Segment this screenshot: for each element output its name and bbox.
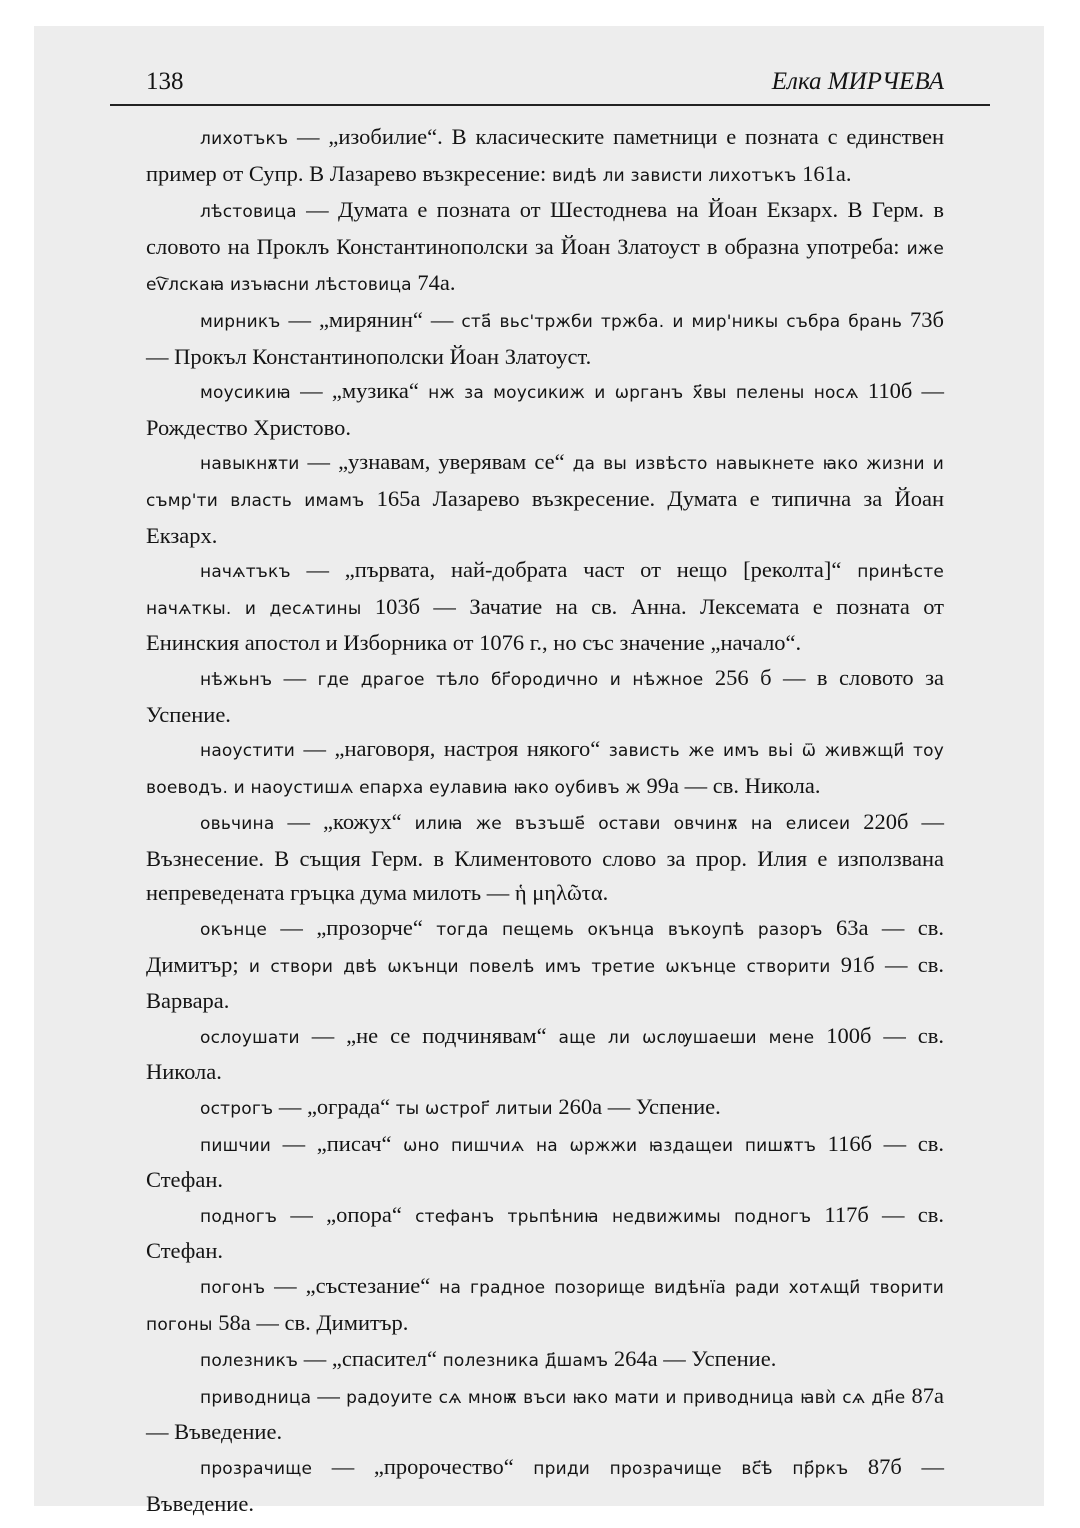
entry-quote: зависть же имъ вьі ѿ живжщи҃ тоу воеводъ. и наоустишѧ епарха еулавиꙗ ꙗко оубивъ ж bbox=[146, 741, 944, 798]
dictionary-entry bbox=[146, 1127, 944, 1198]
entry-quote: ѡно пишчиѧ на ѡржжи ꙗздащеи пишѫтъ bbox=[403, 1135, 817, 1156]
entry-headword: мирникъ bbox=[200, 311, 281, 332]
dictionary-entry bbox=[146, 120, 944, 193]
entry-gloss: — „първата, най-добрата част от нещо [реколта]“ bbox=[290, 557, 858, 583]
entry-headword: нѣжьнъ bbox=[200, 669, 273, 690]
dictionary-entry bbox=[146, 1090, 944, 1127]
entry-quote: нж за моусикиж и ѡрганъ х҃вы пелены носѧ bbox=[428, 383, 859, 404]
entry-headword: приводница bbox=[200, 1387, 312, 1408]
entry-reference: 100б — св. Никола. bbox=[146, 1022, 945, 1085]
entry-reference: 165а Лазарево възкресение. Думата е типична за Йоан Екзарх. bbox=[146, 485, 944, 548]
running-head: Елка МИРЧЕВА bbox=[771, 68, 944, 95]
entry-headword: прозрачище bbox=[200, 1458, 313, 1479]
entry-headword: наоустити bbox=[200, 741, 296, 762]
entry-gloss: — „узнавам, уверявам се“ bbox=[299, 449, 573, 475]
dictionary-entry bbox=[146, 661, 944, 732]
entry-quote: радоуите сѧ мноѭ въси ꙗко мати и приводница ꙗвѝ сѧ дн҃е bbox=[346, 1387, 906, 1408]
entry-headword: острогъ bbox=[200, 1099, 274, 1120]
entry-reference: 87б — Въведение. bbox=[146, 1453, 944, 1516]
entry-gloss: — „пророчество“ bbox=[312, 1453, 534, 1479]
document-page bbox=[110, 62, 990, 1521]
dictionary-entry bbox=[146, 732, 944, 805]
dictionary-entry bbox=[146, 805, 944, 911]
page-header bbox=[110, 62, 990, 106]
entry-headword: подногъ bbox=[200, 1206, 278, 1227]
entry-headword: лихотъкъ bbox=[200, 129, 289, 149]
entry-gloss: — „спасител“ bbox=[298, 1346, 443, 1372]
entry-reference: 260а — Успение. bbox=[552, 1094, 721, 1120]
entry-gloss: — „не се подчинявам“ bbox=[299, 1022, 559, 1048]
entry-gloss: — „мирянин“ — bbox=[280, 306, 462, 332]
entry-list bbox=[110, 120, 990, 1521]
dictionary-entry bbox=[146, 1269, 944, 1342]
entry-headword: полезникъ bbox=[200, 1351, 299, 1372]
entry-reference: 161а. bbox=[796, 160, 852, 186]
entry-headword: пишчии bbox=[200, 1135, 272, 1156]
entry-reference: 74а. bbox=[411, 270, 456, 296]
entry-quote: где драгое тѣло бг҃ородично и нѣжное bbox=[317, 669, 704, 690]
dictionary-entry bbox=[146, 1019, 944, 1090]
entry-headword: ослоушати bbox=[200, 1027, 300, 1048]
entry-gloss: — „прозорче“ bbox=[267, 915, 437, 941]
entry-quote: видѣ ли зависти лихотъкъ bbox=[551, 165, 797, 186]
entry-quote: аще ли ѡслѹшаеши мене bbox=[558, 1027, 815, 1048]
entry-quote: приди прозрачище вс҃ѣ пр҃ркъ bbox=[533, 1458, 849, 1479]
entry-gloss: — „кожух“ bbox=[274, 809, 415, 835]
entry-quote-second: и створи двѣ ѡкънци повелѣ имъ третие ѡкънце створити bbox=[248, 956, 831, 977]
entry-gloss: — bbox=[272, 664, 318, 690]
entry-quote: тогда пещемь окънца въкоупѣ разоръ bbox=[436, 920, 823, 941]
entry-reference: 87а — Въведение. bbox=[146, 1382, 944, 1445]
entry-reference: 220б — Възнесение. В същия Герм. в Климентовото слово за прор. Илия е използвана непреведената гръцка дума милоть — ἡ μηλῶτα. bbox=[146, 809, 945, 906]
entry-quote: иже еѵ҇лскаꙗ изъꙗсни лѣстовица bbox=[146, 238, 944, 296]
entry-quote: на градное позорище видѣнїа ради хотѧщи҃ творити погоны bbox=[146, 1278, 944, 1335]
page-number: 138 bbox=[146, 68, 184, 95]
entry-quote: илиꙗ же възъше҃ остави овчинѫ на елисеи bbox=[414, 814, 851, 835]
entry-reference-second: 91б — св. Варвара. bbox=[146, 951, 944, 1014]
entry-quote: полезника д҃шамъ bbox=[442, 1351, 609, 1372]
entry-reference: 103б — Зачатие на св. Анна. Лексемата е позната от Енинския апостол и Изборника от 1076 г., но със значение „начало“. bbox=[146, 593, 944, 656]
dictionary-entry bbox=[146, 911, 944, 1019]
entry-reference: 264а — Успение. bbox=[608, 1346, 777, 1372]
entry-headword: окънце bbox=[200, 920, 268, 941]
entry-gloss: — „състезание“ bbox=[265, 1273, 440, 1298]
dictionary-entry bbox=[146, 303, 944, 374]
entry-gloss: — „изобилие“. В класическите паметници е позната с единствен пример от Супр. В Лазарево възкресение: bbox=[146, 124, 944, 186]
entry-headword: овьчина bbox=[200, 814, 275, 835]
entry-gloss: — Думата е позната от Шестоднева на Йоан Екзарх. В Герм. в словото на Проклъ Константинополски за Йоан Златоуст в образна употреба: bbox=[146, 197, 944, 259]
entry-headword: погонъ bbox=[200, 1278, 266, 1298]
dictionary-entry bbox=[146, 1450, 944, 1521]
entry-reference: 73б — Прокъл Константинополски Йоан Златоуст. bbox=[146, 306, 945, 369]
entry-reference: 117б — св. Стефан. bbox=[146, 1201, 944, 1264]
entry-quote: ста҃ вьс'тржби тржба. и мир'никы събра брань bbox=[461, 311, 903, 332]
entry-gloss: — „опора“ bbox=[277, 1201, 416, 1227]
entry-headword: лѣстовица bbox=[200, 202, 297, 223]
entry-gloss: — „ограда“ bbox=[273, 1094, 396, 1120]
entry-reference: 116б — св. Стефан. bbox=[146, 1130, 944, 1193]
dictionary-entry bbox=[146, 445, 944, 553]
entry-gloss: — „писач“ bbox=[271, 1130, 404, 1156]
entry-quote: да вы извѣсто навыкнете ꙗко жизни и съмр'ти власть имамъ bbox=[146, 454, 944, 511]
dictionary-entry bbox=[146, 1379, 944, 1450]
entry-quote: стефанъ трьпѣниꙗ недвижимы подногъ bbox=[415, 1206, 812, 1227]
entry-headword: моусикиꙗ bbox=[200, 383, 291, 404]
entry-reference: 58а — св. Димитър. bbox=[212, 1309, 409, 1335]
dictionary-entry bbox=[146, 193, 944, 303]
entry-headword: навыкнѫти bbox=[200, 454, 300, 475]
entry-reference: 63а — св. Димитър; bbox=[146, 915, 944, 977]
entry-quote: ты ѡстрог҃ литыи bbox=[395, 1099, 553, 1120]
entry-gloss: — bbox=[311, 1382, 347, 1408]
dictionary-entry bbox=[146, 1198, 944, 1269]
entry-reference: 256 б — в словото за Успение. bbox=[146, 664, 944, 727]
entry-gloss: — „наговоря, настроя някого“ bbox=[295, 736, 609, 762]
dictionary-entry bbox=[146, 553, 944, 661]
entry-headword: начѧтъкъ bbox=[200, 562, 291, 583]
entry-reference: 110б — Рождество Христово. bbox=[146, 378, 944, 440]
dictionary-entry bbox=[146, 374, 944, 445]
entry-reference: 99а — св. Никола. bbox=[640, 772, 821, 798]
entry-gloss: — „музика“ bbox=[290, 378, 429, 404]
dictionary-entry bbox=[146, 1342, 944, 1379]
entry-quote: принѣсте начѧткы. и десѧтины bbox=[146, 562, 944, 619]
